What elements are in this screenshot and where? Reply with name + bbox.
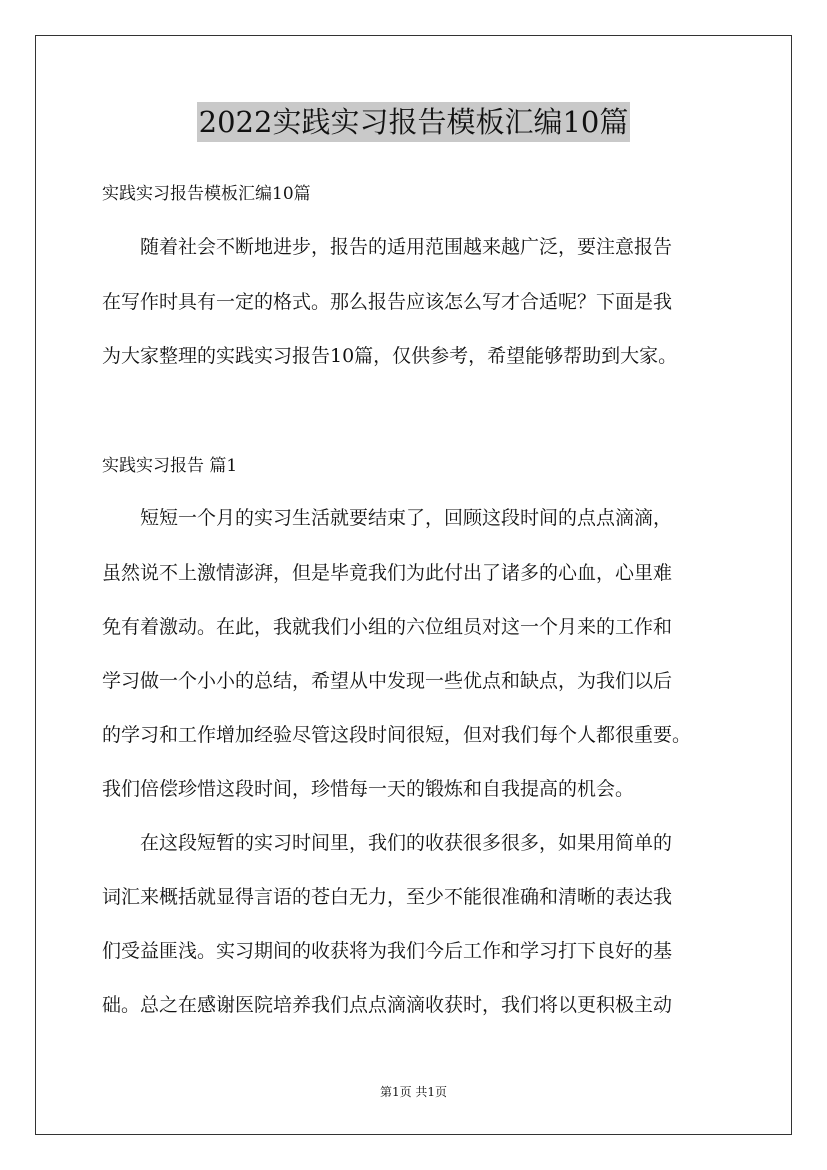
page-footer: 第1页 共1页 (379, 1085, 448, 1099)
body-line: 词汇来概括就显得言语的苍白无力，至少不能很准确和清晰的表达我 (102, 886, 673, 908)
body-line: 在这段短暂的实习时间里，我们的收获很多很多，如果用简单的 (102, 832, 673, 854)
body-line: 我们倍偿珍惜这段时间，珍惜每一天的锻炼和自我提高的机会。 (102, 778, 635, 800)
document-title: 2022实践实习报告模板汇编10篇 (197, 102, 631, 142)
body-line: 学习做一个小小的总结，希望从中发现一些优点和缺点，为我们以后 (102, 670, 673, 692)
document-subtitle: 实践实习报告模板汇编10篇 (102, 184, 311, 204)
body-line: 短短一个月的实习生活就要结束了，回顾这段时间的点点滴滴， (102, 507, 673, 529)
section-heading: 实践实习报告 篇1 (102, 456, 238, 476)
body-line: 虽然说不上激情澎湃，但是毕竟我们为此付出了诸多的心血，心里难 (102, 562, 673, 584)
body-line: 们受益匪浅。实习期间的收获将为我们今后工作和学习打下良好的基 (102, 940, 673, 962)
body-line: 免有着激动。在此，我就我们小组的六位组员对这一个月来的工作和 (102, 616, 673, 638)
body-line: 的学习和工作增加经验尽管这段时间很短，但对我们每个人都很重要。 (102, 724, 692, 746)
title-container (0, 102, 827, 142)
body-line: 础。总之在感谢医院培养我们点点滴滴收获时，我们将以更积极主动 (102, 994, 673, 1016)
intro-line: 随着社会不断地进步，报告的适用范围越来越广泛，要注意报告 (102, 236, 673, 258)
intro-line: 在写作时具有一定的格式。那么报告应该怎么写才合适呢？下面是我 (102, 291, 673, 313)
intro-line: 为大家整理的实践实习报告10篇，仅供参考，希望能够帮助到大家。 (102, 345, 678, 367)
